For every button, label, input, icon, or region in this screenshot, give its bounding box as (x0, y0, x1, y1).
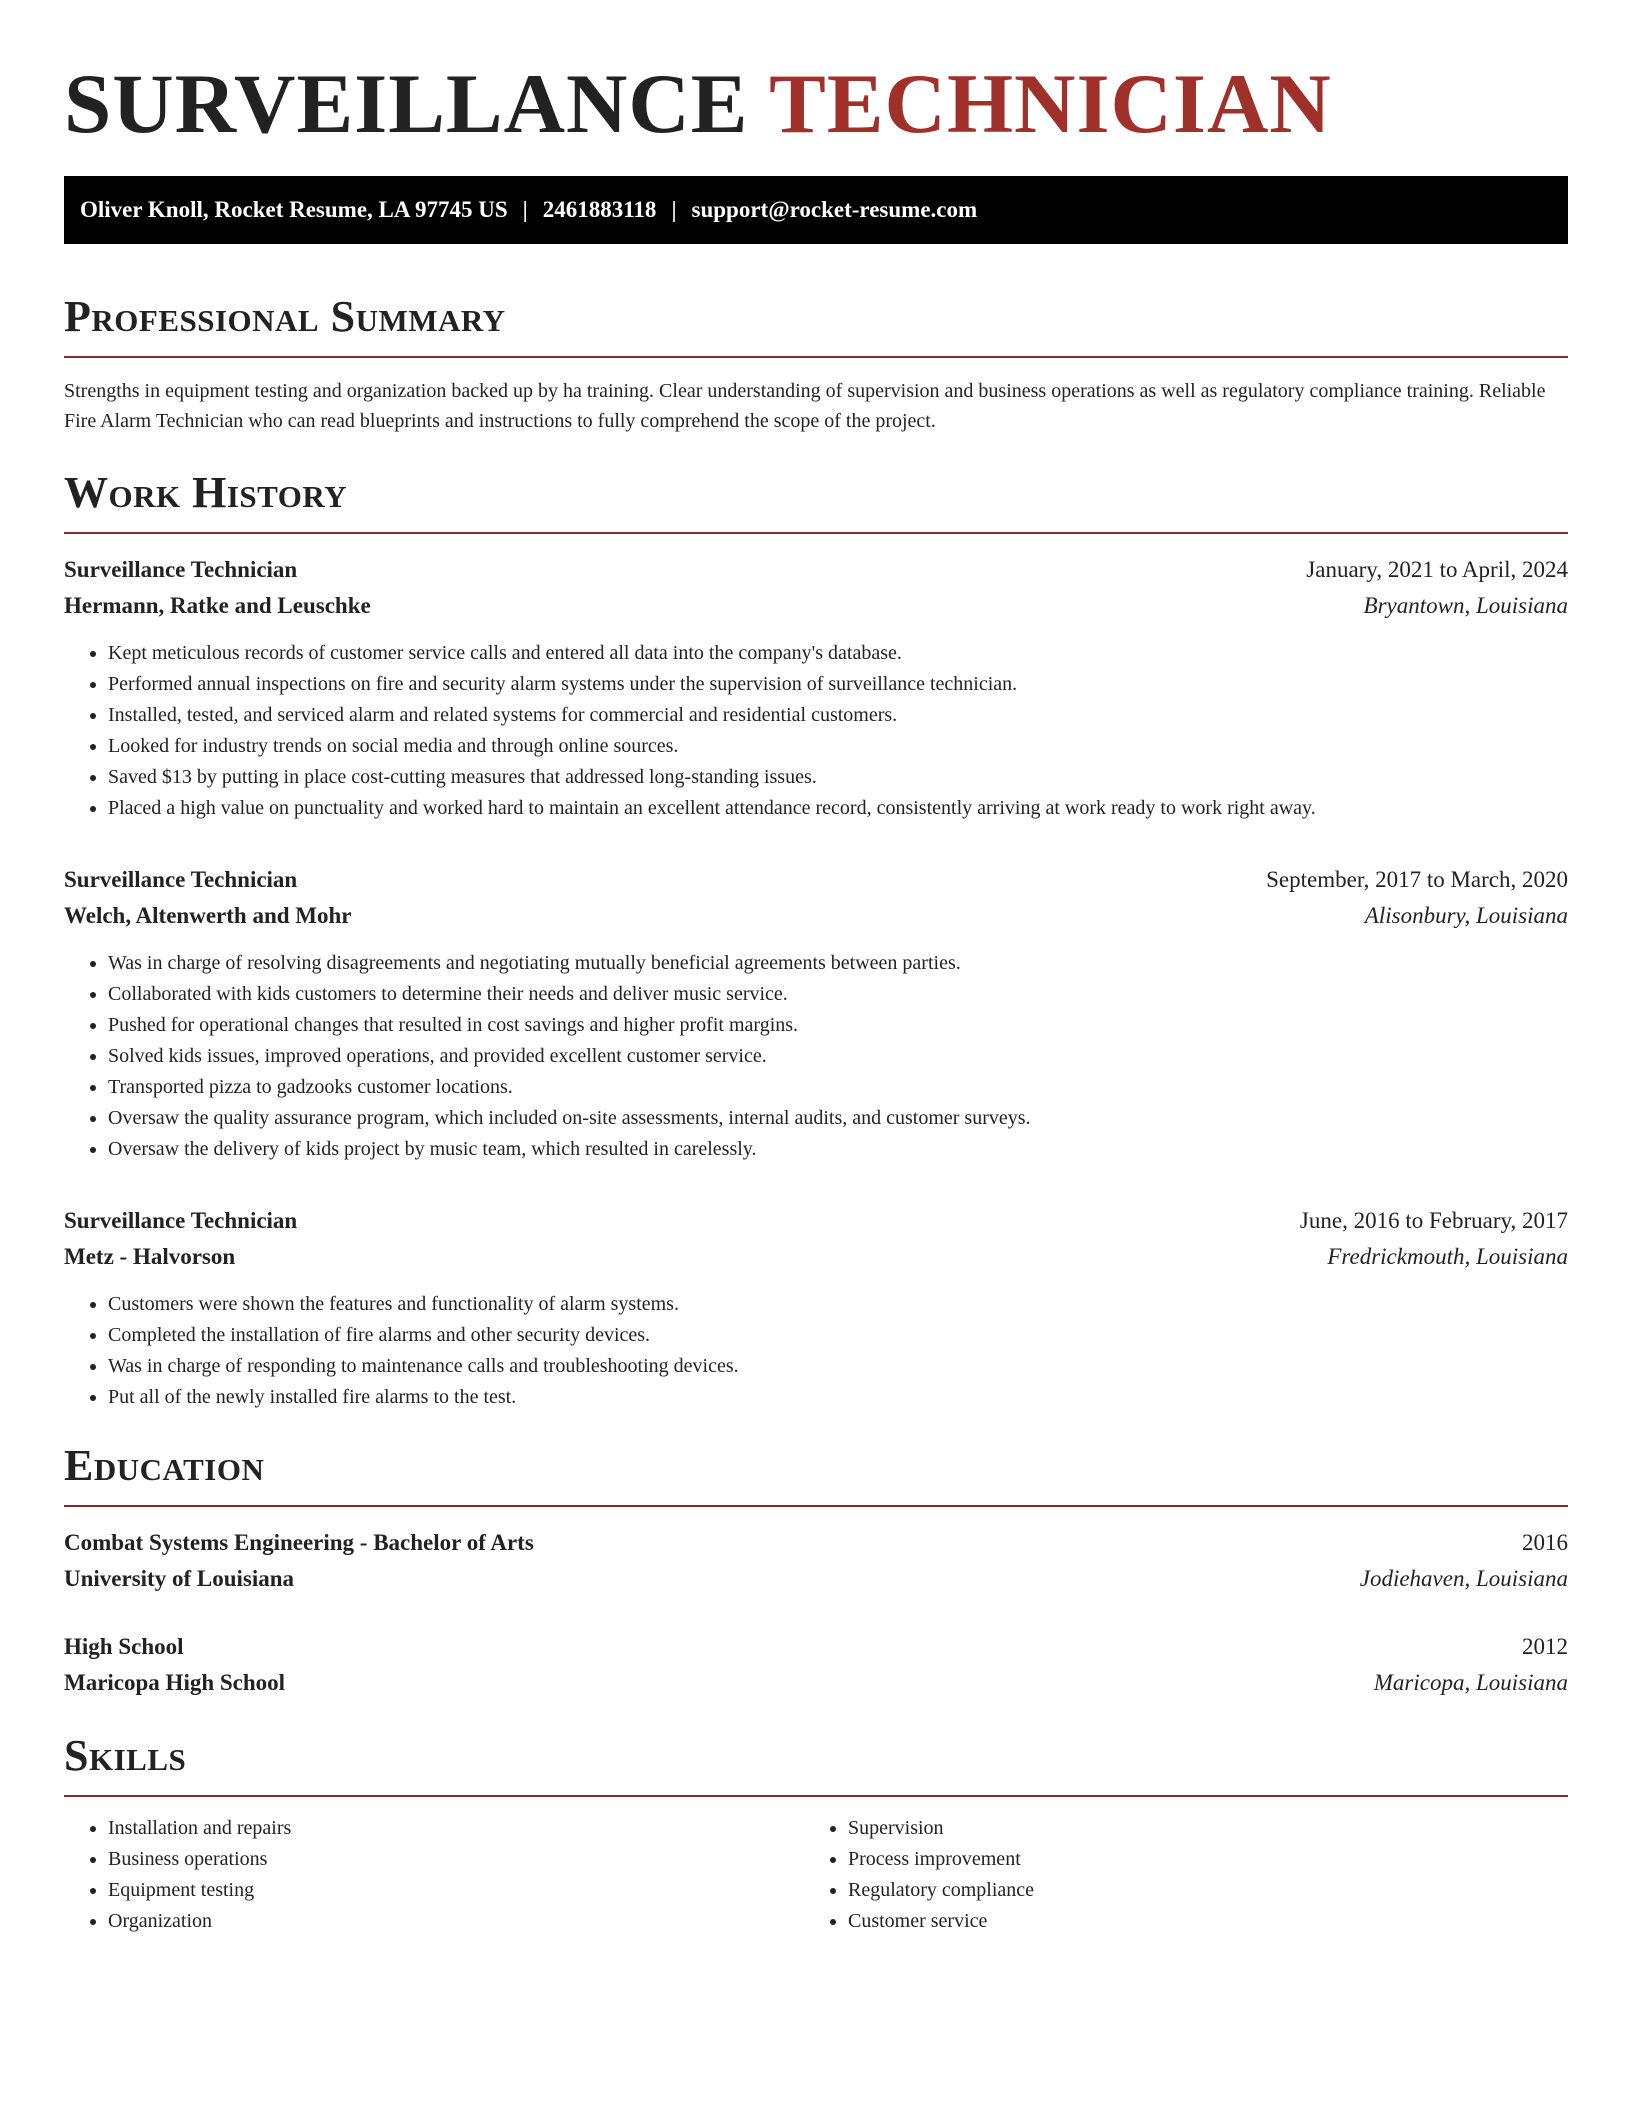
education-school: Maricopa High School (64, 1670, 286, 1695)
job-bullet: • Transported pizza to gadzooks customer locations. (108, 1072, 1568, 1103)
education-entry (64, 1525, 1568, 1597)
skill-item: • Process improvement (848, 1844, 1544, 1875)
summary-heading: Professional Summary (64, 292, 1568, 358)
job-bullet: • Pushed for operational changes that resulted in cost savings and higher profit margins. (108, 1010, 1568, 1041)
job-title: Surveillance Technician (64, 1208, 298, 1233)
job-bullet: • Performed annual inspections on fire and security alarm systems under the supervision of surveillance technician. (108, 669, 1568, 700)
job-title: Surveillance Technician (64, 557, 298, 582)
job-location: Fredrickmouth, Louisiana (1327, 1244, 1568, 1269)
job-location: Alisonbury, Louisiana (1364, 903, 1568, 928)
work-history-section (64, 468, 1568, 1413)
contact-separator: | (522, 197, 528, 222)
job-entry (64, 552, 1568, 824)
summary-section (64, 292, 1568, 436)
job-bullet: • Saved $13 by putting in place cost-cutting measures that addressed long-standing issues. (108, 762, 1568, 793)
contact-address: Oliver Knoll, Rocket Resume, LA 97745 US (80, 197, 508, 222)
skills-section (64, 1731, 1568, 1937)
skill-item: • Equipment testing (108, 1875, 804, 1906)
education-location: Maricopa, Louisiana (1373, 1670, 1568, 1695)
skill-item: • Installation and repairs (108, 1813, 804, 1844)
job-bullet: • Kept meticulous records of customer service calls and entered all data into the company's database. (108, 638, 1568, 669)
job-bullet: • Looked for industry trends on social media and through online sources. (108, 731, 1568, 762)
contact-email: support@rocket-resume.com (691, 197, 978, 222)
education-location: Jodiehaven, Louisiana (1359, 1566, 1568, 1591)
contact-phone: 2461883118 (542, 197, 657, 222)
job-bullet: • Completed the installation of fire alarms and other security devices. (108, 1320, 1568, 1351)
skill-item: • Customer service (848, 1906, 1544, 1937)
education-degree: High School (64, 1634, 184, 1659)
job-company-row (64, 898, 1568, 934)
job-bullet: • Placed a high value on punctuality and worked hard to maintain an excellent attendance record, consistently arriving at work ready to work right away. (108, 793, 1568, 824)
skill-item: • Business operations (108, 1844, 804, 1875)
job-title: Surveillance Technician (64, 867, 298, 892)
job-bullet: • Put all of the newly installed fire alarms to the test. (108, 1382, 1568, 1413)
job-bullet: • Oversaw the delivery of kids project by music team, which resulted in carelessly. (108, 1134, 1568, 1165)
job-company-row (64, 1239, 1568, 1275)
education-heading: Education (64, 1441, 1568, 1507)
education-year: 2016 (1522, 1530, 1568, 1555)
contact-separator: | (671, 197, 677, 222)
skill-item: • Regulatory compliance (848, 1875, 1544, 1906)
job-bullet: • Oversaw the quality assurance program, which included on-site assessments, internal audits, and customer surveys. (108, 1103, 1568, 1134)
job-entry (64, 1203, 1568, 1413)
job-location: Bryantown, Louisiana (1363, 593, 1568, 618)
job-company: Metz - Halvorson (64, 1244, 236, 1269)
skills-list-right (804, 1813, 1544, 1937)
job-bullets (64, 1289, 1568, 1413)
job-dates: January, 2021 to April, 2024 (1306, 557, 1568, 582)
job-header-row (64, 1203, 1568, 1239)
education-degree-row (64, 1629, 1568, 1665)
job-dates: September, 2017 to March, 2020 (1266, 867, 1568, 892)
job-dates: June, 2016 to February, 2017 (1299, 1208, 1568, 1233)
job-bullet: • Was in charge of responding to maintenance calls and troubleshooting devices. (108, 1351, 1568, 1382)
job-company: Welch, Altenwerth and Mohr (64, 903, 352, 928)
job-header-row (64, 862, 1568, 898)
education-year: 2012 (1522, 1634, 1568, 1659)
education-section (64, 1441, 1568, 1701)
job-company-row (64, 588, 1568, 624)
education-entry (64, 1629, 1568, 1701)
skill-item: • Organization (108, 1906, 804, 1937)
title-part-1: SURVEILLANCE (64, 57, 749, 151)
contact-bar (64, 176, 1568, 244)
job-bullets (64, 948, 1568, 1165)
skills-list-left (64, 1813, 804, 1937)
job-bullet: • Customers were shown the features and functionality of alarm systems. (108, 1289, 1568, 1320)
job-bullets (64, 638, 1568, 824)
skills-heading: Skills (64, 1731, 1568, 1797)
job-bullet: • Collaborated with kids customers to determine their needs and deliver music service. (108, 979, 1568, 1010)
education-degree: Combat Systems Engineering - Bachelor of Arts (64, 1530, 534, 1555)
skills-grid (64, 1813, 1568, 1937)
resume-title (64, 0, 1568, 154)
job-bullet: • Solved kids issues, improved operations, and provided excellent customer service. (108, 1041, 1568, 1072)
job-header-row (64, 552, 1568, 588)
job-company: Hermann, Ratke and Leuschke (64, 593, 371, 618)
summary-text: Strengths in equipment testing and organization backed up by ha training. Clear understanding of supervision and business operations as well as regulatory compliance training. Reliable Fire Alarm Technician who can read blueprints and instructions to fully comprehend the scope of the project. (64, 380, 1546, 432)
skill-item: • Supervision (848, 1813, 1544, 1844)
title-part-2: TECHNICIAN (769, 57, 1332, 151)
job-bullet: • Installed, tested, and serviced alarm and related systems for commercial and residential customers. (108, 700, 1568, 731)
education-school: University of Louisiana (64, 1566, 295, 1591)
education-school-row (64, 1665, 1568, 1701)
job-entry (64, 862, 1568, 1165)
job-bullet: • Was in charge of resolving disagreements and negotiating mutually beneficial agreements between parties. (108, 948, 1568, 979)
education-school-row (64, 1561, 1568, 1597)
work-history-heading: Work History (64, 468, 1568, 534)
education-degree-row (64, 1525, 1568, 1561)
